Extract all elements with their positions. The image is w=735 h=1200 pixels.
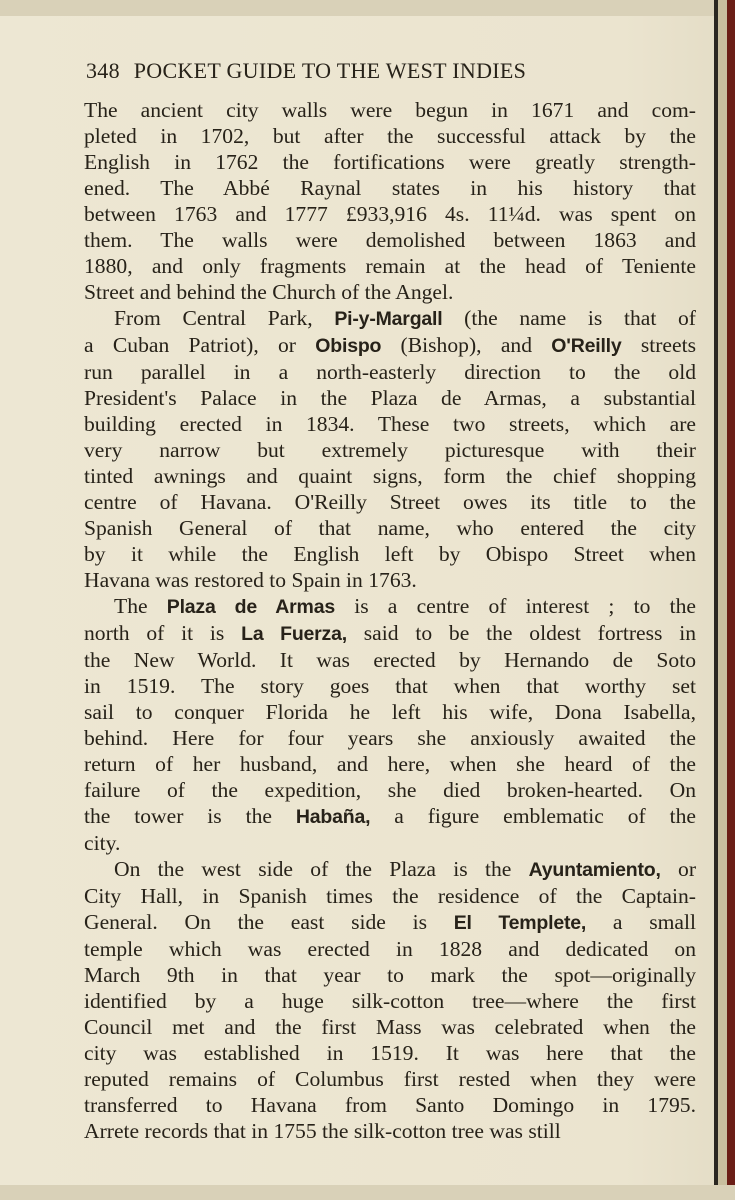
text-segment: 1880, and only fragments remain at the head of Teniente: [84, 254, 696, 278]
text-line: [84, 1014, 696, 1040]
text-line: [84, 567, 696, 593]
text-segment: said to be the oldest fortress in: [346, 621, 696, 645]
text-line: [84, 1040, 696, 1066]
text-line: [84, 673, 696, 699]
text-segment: behind. Here for four years she anxiously awaited the: [84, 726, 696, 750]
text-segment: ened. The Abbé Raynal states in his history that: [84, 176, 696, 200]
text-line: [84, 620, 696, 647]
text-segment: reputed remains of Columbus first rested when they were: [84, 1067, 696, 1091]
page-gutter: [718, 0, 727, 1200]
text-segment: the tower is the: [84, 804, 296, 828]
text-line: [84, 988, 696, 1014]
text-segment: return of her husband, and here, when she heard of the: [84, 752, 696, 776]
page-number: 348: [86, 58, 120, 83]
text-segment: sail to conquer Florida he left his wife, Dona Isabella,: [84, 700, 696, 724]
text-line: [84, 489, 696, 515]
text-line: [84, 699, 696, 725]
text-segment: north of it is: [84, 621, 242, 645]
text-line: [84, 463, 696, 489]
text-line: [84, 1066, 696, 1092]
text-segment: is a centre of interest ; to the: [335, 594, 696, 618]
text-segment: them. The walls were demolished between 1863 and: [84, 228, 696, 252]
text-segment: pleted in 1702, but after the successful attack by the: [84, 124, 696, 148]
text-segment: City Hall, in Spanish times the residence of the Captain-: [84, 884, 696, 908]
text-segment: President's Palace in the Plaza de Armas, a substantial: [84, 386, 696, 410]
text-segment: run parallel in a north-easterly direction to the old: [84, 360, 696, 384]
text-line: [84, 803, 696, 830]
text-segment: very narrow but extremely picturesque with their: [84, 438, 696, 462]
text-segment: On the west side of the Plaza is the: [114, 857, 529, 881]
text-segment: building erected in 1834. These two streets, which are: [84, 412, 696, 436]
bold-place-name: El Templete,: [453, 912, 587, 934]
text-line: [84, 1118, 696, 1144]
text-segment: temple which was erected in 1828 and dedicated on: [84, 937, 696, 961]
text-line: [84, 883, 696, 909]
text-line: [84, 593, 696, 620]
text-line: [84, 541, 696, 567]
text-line: [84, 227, 696, 253]
text-segment: (the name is that of: [442, 306, 696, 330]
text-line: [84, 909, 696, 936]
bold-place-name: Habaña,: [295, 806, 371, 828]
text-line: [84, 279, 696, 305]
text-segment: The ancient city walls were begun in 1671 and com-: [84, 98, 696, 122]
text-segment: centre of Havana. O'Reilly Street owes its title to the: [84, 490, 696, 514]
bold-place-name: La Fuerza,: [241, 623, 347, 645]
text-segment: streets: [621, 333, 696, 357]
text-line: [84, 385, 696, 411]
text-line: [84, 175, 696, 201]
text-line: [84, 149, 696, 175]
body-text: [84, 97, 696, 1144]
text-line: [84, 751, 696, 777]
text-segment: tinted awnings and quaint signs, form the chief shopping: [84, 464, 696, 488]
text-segment: transferred to Havana from Santo Domingo in 1795.: [84, 1093, 696, 1117]
text-segment: Havana was restored to Spain in 1763.: [84, 568, 417, 592]
text-line: [84, 647, 696, 673]
text-line: [84, 97, 696, 123]
running-title: POCKET GUIDE TO THE WEST INDIES: [133, 58, 527, 83]
text-segment: English in 1762 the fortifications were greatly strength-: [84, 150, 696, 174]
text-line: [84, 123, 696, 149]
text-segment: city.: [84, 831, 121, 855]
bold-place-name: Pi-y-Margall: [334, 308, 443, 330]
running-header: [86, 58, 686, 84]
text-segment: the New World. It was erected by Hernando de Soto: [84, 648, 696, 672]
text-line: [84, 201, 696, 227]
text-segment: (Bishop), and: [381, 333, 552, 357]
text-line: [84, 253, 696, 279]
page-bottom-edge: [0, 1185, 735, 1200]
text-line: [84, 305, 696, 332]
text-line: [84, 359, 696, 385]
text-line: [84, 830, 696, 856]
text-line: [84, 856, 696, 883]
text-line: [84, 936, 696, 962]
text-line: [84, 962, 696, 988]
text-line: [84, 1092, 696, 1118]
text-line: [84, 437, 696, 463]
bold-place-name: Obispo: [315, 335, 382, 357]
text-segment: From Central Park,: [114, 306, 335, 330]
text-segment: city was established in 1519. It was here that the: [84, 1041, 696, 1065]
text-segment: Arrete records that in 1755 the silk-cotton tree was still: [84, 1119, 561, 1143]
text-segment: Street and behind the Church of the Angel.: [84, 280, 454, 304]
text-segment: a figure emblematic of the: [370, 804, 696, 828]
text-segment: March 9th in that year to mark the spot—originally: [84, 963, 696, 987]
text-segment: The: [114, 594, 167, 618]
text-segment: failure of the expedition, she died broken-hearted. On: [84, 778, 696, 802]
book-spine-edge: [714, 0, 718, 1200]
text-segment: a Cuban Patriot), or: [84, 333, 316, 357]
text-line: [84, 411, 696, 437]
page-top-edge: [0, 0, 735, 16]
text-line: [84, 725, 696, 751]
text-segment: in 1519. The story goes that when that worthy set: [84, 674, 696, 698]
text-line: [84, 515, 696, 541]
text-segment: Spanish General of that name, who entered the city: [84, 516, 696, 540]
text-segment: General. On the east side is: [84, 910, 454, 934]
text-line: [84, 332, 696, 359]
bold-place-name: Ayuntamiento,: [528, 859, 661, 881]
text-segment: identified by a huge silk-cotton tree—where the first: [84, 989, 696, 1013]
text-segment: or: [660, 857, 697, 881]
bold-place-name: O'Reilly: [551, 335, 622, 357]
bold-place-name: Plaza de Armas: [166, 596, 335, 618]
text-line: [84, 777, 696, 803]
book-cover-edge: [727, 0, 735, 1200]
text-segment: between 1763 and 1777 £933,916 4s. 11¼d. was spent on: [84, 202, 696, 226]
text-segment: a small: [586, 910, 696, 934]
text-segment: Council met and the first Mass was celebrated when the: [84, 1015, 696, 1039]
text-segment: by it while the English left by Obispo Street when: [84, 542, 696, 566]
